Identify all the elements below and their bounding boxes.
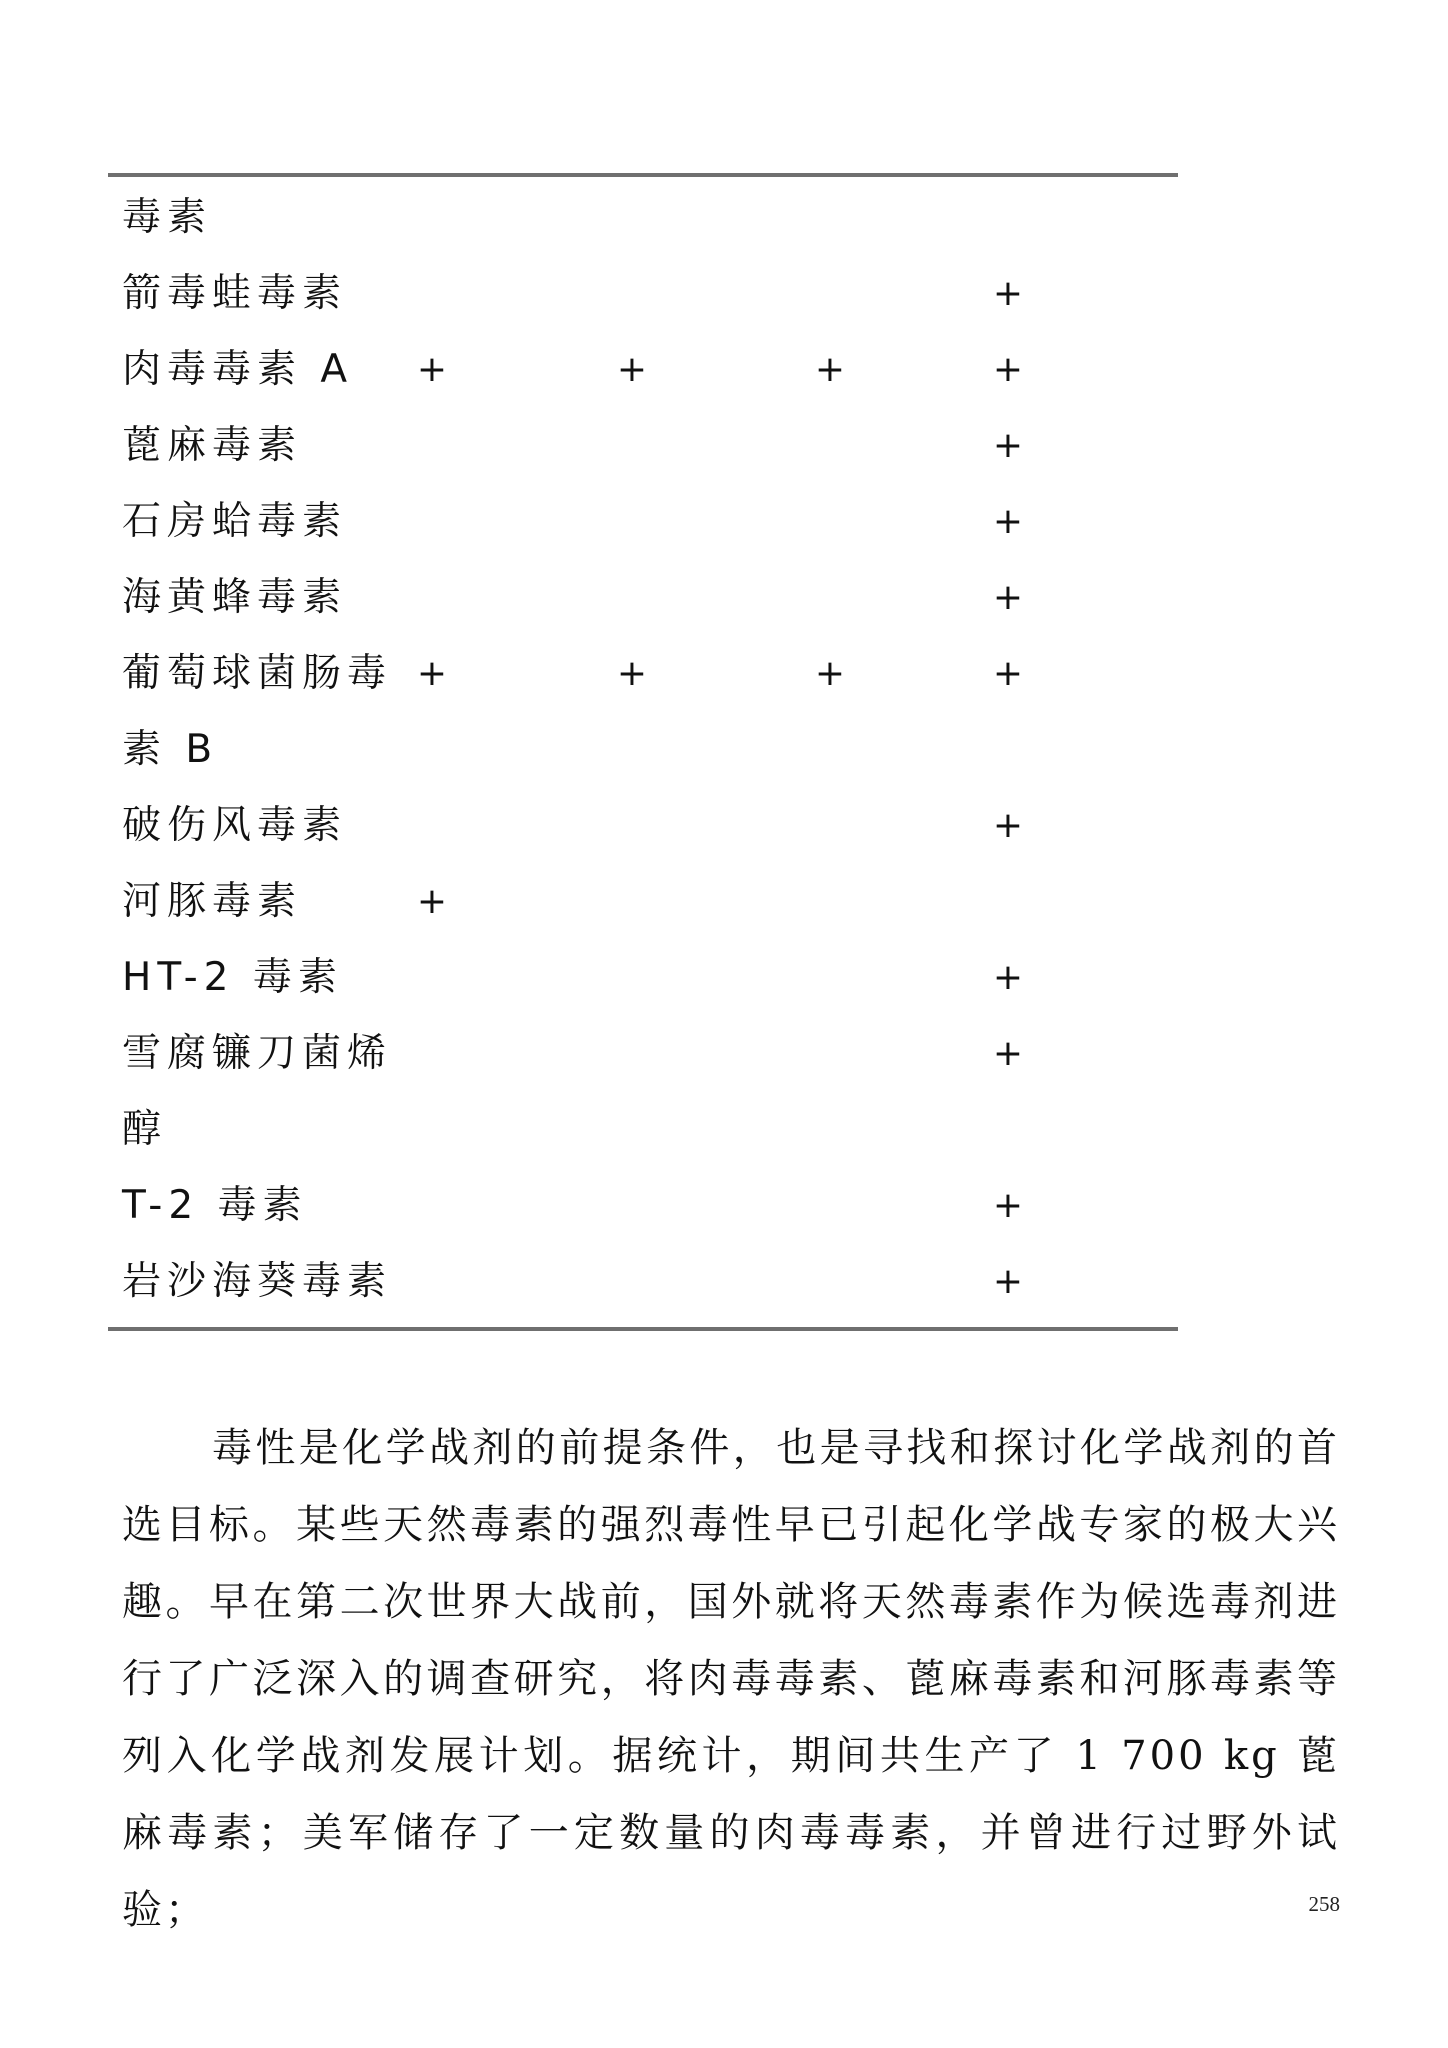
mark-col-4: +	[992, 1033, 1024, 1074]
toxin-name: 海黄蜂毒素	[122, 575, 348, 620]
toxin-name: 醇	[122, 1107, 168, 1152]
toxin-name: 岩沙海葵毒素	[122, 1259, 393, 1304]
mark-col-4: +	[992, 349, 1024, 390]
body-paragraph: 毒性是化学战剂的前提条件，也是寻找和探讨化学战剂的首选目标。某些天然毒素的强烈毒性早已引起化学战专家的极大兴趣。早在第二次世界大战前，国外就将天然毒素作为候选毒剂进行了广泛深入的调查研究，将肉毒毒素、蓖麻毒素和河豚毒素等列入化学战剂发展计划。据统计，期间共生产了 1 700 kg 蓖麻毒素；美军储存了一定数量的肉毒毒素，并曾进行过野外试验；	[122, 1425, 1340, 1933]
table-row	[0, 332, 1448, 408]
toxin-name: T-2 毒素	[122, 1183, 308, 1228]
toxin-name: 素 B	[122, 727, 219, 772]
mark-col-4: +	[992, 273, 1024, 314]
mark-col-3: +	[814, 349, 846, 390]
mark-col-1: +	[416, 653, 448, 694]
mark-col-4: +	[992, 805, 1024, 846]
toxin-name: 雪腐镰刀菌烯	[122, 1031, 393, 1076]
mark-col-4: +	[992, 653, 1024, 694]
table-row	[0, 560, 1448, 636]
table-bottom-rule	[108, 1327, 1178, 1331]
table-row	[0, 180, 1448, 256]
toxin-name: 蓖麻毒素	[122, 423, 303, 468]
mark-col-4: +	[992, 1261, 1024, 1302]
table-row	[0, 864, 1448, 940]
table-row	[0, 1244, 1448, 1320]
table-row	[0, 408, 1448, 484]
table-row	[0, 1092, 1448, 1168]
table-row	[0, 484, 1448, 560]
mark-col-1: +	[416, 881, 448, 922]
mark-col-2: +	[616, 653, 648, 694]
mark-col-4: +	[992, 957, 1024, 998]
table-row	[0, 712, 1448, 788]
toxin-name: 毒素	[122, 195, 213, 240]
table-row	[0, 256, 1448, 332]
table-row	[0, 940, 1448, 1016]
mark-col-4: +	[992, 425, 1024, 466]
mark-col-1: +	[416, 349, 448, 390]
mark-col-2: +	[616, 349, 648, 390]
table-row	[0, 1016, 1448, 1092]
toxin-name: 箭毒蛙毒素	[122, 271, 348, 316]
toxin-name: 破伤风毒素	[122, 803, 348, 848]
mark-col-4: +	[992, 501, 1024, 542]
page-number: 258	[1308, 1892, 1340, 1916]
mark-col-4: +	[992, 577, 1024, 618]
table-row	[0, 636, 1448, 712]
toxin-name: 肉毒毒素 A	[122, 347, 354, 392]
toxin-name: 石房蛤毒素	[122, 499, 348, 544]
toxin-name: HT-2 毒素	[122, 955, 343, 1000]
toxin-name: 葡萄球菌肠毒	[122, 651, 393, 696]
table-top-rule	[108, 173, 1178, 177]
table-row	[0, 1168, 1448, 1244]
toxin-name: 河豚毒素	[122, 879, 303, 924]
mark-col-3: +	[814, 653, 846, 694]
mark-col-4: +	[992, 1185, 1024, 1226]
table-row	[0, 788, 1448, 864]
